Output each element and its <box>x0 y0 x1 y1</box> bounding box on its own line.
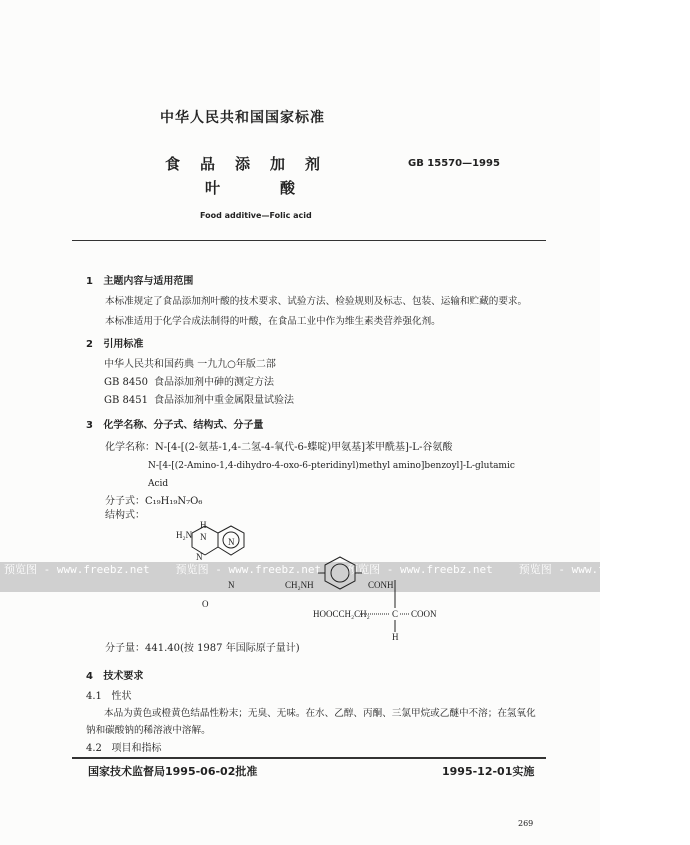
struct-h2n: H₂N <box>176 530 193 540</box>
struct-c: C <box>392 609 399 619</box>
page-number: 269 <box>518 819 534 828</box>
struct-n: N <box>200 532 207 542</box>
title-line2: 叶酸 <box>205 179 356 197</box>
reference-item: 中华人民共和国药典 一九九○年版二部 <box>104 359 276 370</box>
section-3-heading: 3 化学名称、分子式、结构式、分子量 <box>86 420 264 431</box>
struct-h: H <box>200 520 207 530</box>
section-1-para: 本标准适用于化学合成法制得的叶酸，在食品工业中作为维生素类营养强化剂。 <box>105 316 441 327</box>
standard-code: GB 15570—1995 <box>408 158 500 169</box>
struct-conh: CONH <box>368 580 394 590</box>
section-4-heading: 4 技术要求 <box>86 671 144 682</box>
title-line1: 食品添加剂 <box>165 155 341 173</box>
struct-o: O <box>202 599 209 609</box>
struct-h-bottom: H <box>392 632 399 642</box>
watermark-text: 预览图 - www.freebz.net <box>347 563 493 576</box>
struct-n: N <box>228 580 235 590</box>
section-2-heading: 2 引用标准 <box>86 339 144 350</box>
struct-ch2nh: CH₂NH <box>285 580 314 590</box>
watermark-text: 预览图 - www.freebz.net <box>175 563 322 576</box>
reference-item: GB 8451 食品添加剂中重金属限量试验法 <box>104 395 294 406</box>
watermark-text: 预览图 - www.freebz.net <box>4 563 150 576</box>
structure-label: 结构式： <box>105 510 145 521</box>
english-title: Food additive—Folic acid <box>200 211 312 220</box>
struct-n: N <box>196 552 203 562</box>
approval-date: 国家技术监督局1995-06-02批准 <box>88 765 258 778</box>
chemical-name-en: N-[4-[(2-Amino-1,4-dihydro-4-oxo-6-pteridinyl)methyl amino]benzoyl]-L-glutamic <box>148 461 515 471</box>
watermark-text: 预览图 - www.freebz.net <box>518 563 665 576</box>
molecular-weight: 分子量：441.40(按 1987 年国际原子量计) <box>105 643 300 654</box>
struct-hooc: HOOCCH₂CH₂ <box>313 609 370 619</box>
section-1-heading: 1 主题内容与适用范围 <box>86 276 194 287</box>
subsection-4-1-text: 钠和碳酸钠的稀溶液中溶解。 <box>86 725 211 736</box>
subsection-4-1-text: 本品为黄色或橙黄色结晶性粉末；无臭、无味。在水、乙醇、丙酮、三氯甲烷或乙醚中不溶；在氢氧化 <box>104 708 536 719</box>
struct-coon: COON <box>411 609 437 619</box>
section-1-para: 本标准规定了食品添加剂叶酸的技术要求、试验方法、检验规则及标志、包装、运输和贮藏的要求。 <box>105 296 528 307</box>
subsection-4-1-heading: 4.1 性状 <box>86 691 132 702</box>
standard-type: 中华人民共和国国家标准 <box>160 110 325 126</box>
implementation-date: 1995-12-01实施 <box>442 765 535 778</box>
chemical-name-cn: 化学名称：N-[4-[(2-氨基-1,4-二氢-4-氧代-6-蝶啶)甲氨基]苯甲酰基]-L-谷氨酸 <box>105 442 453 453</box>
subsection-4-2-heading: 4.2 项目和指标 <box>86 743 162 754</box>
struct-n: N <box>228 537 235 547</box>
chemical-name-en-cont: Acid <box>148 479 169 489</box>
molecular-formula: 分子式：C₁₉H₁₉N₇O₆ <box>105 496 203 507</box>
reference-item: GB 8450 食品添加剂中砷的测定方法 <box>104 377 274 388</box>
